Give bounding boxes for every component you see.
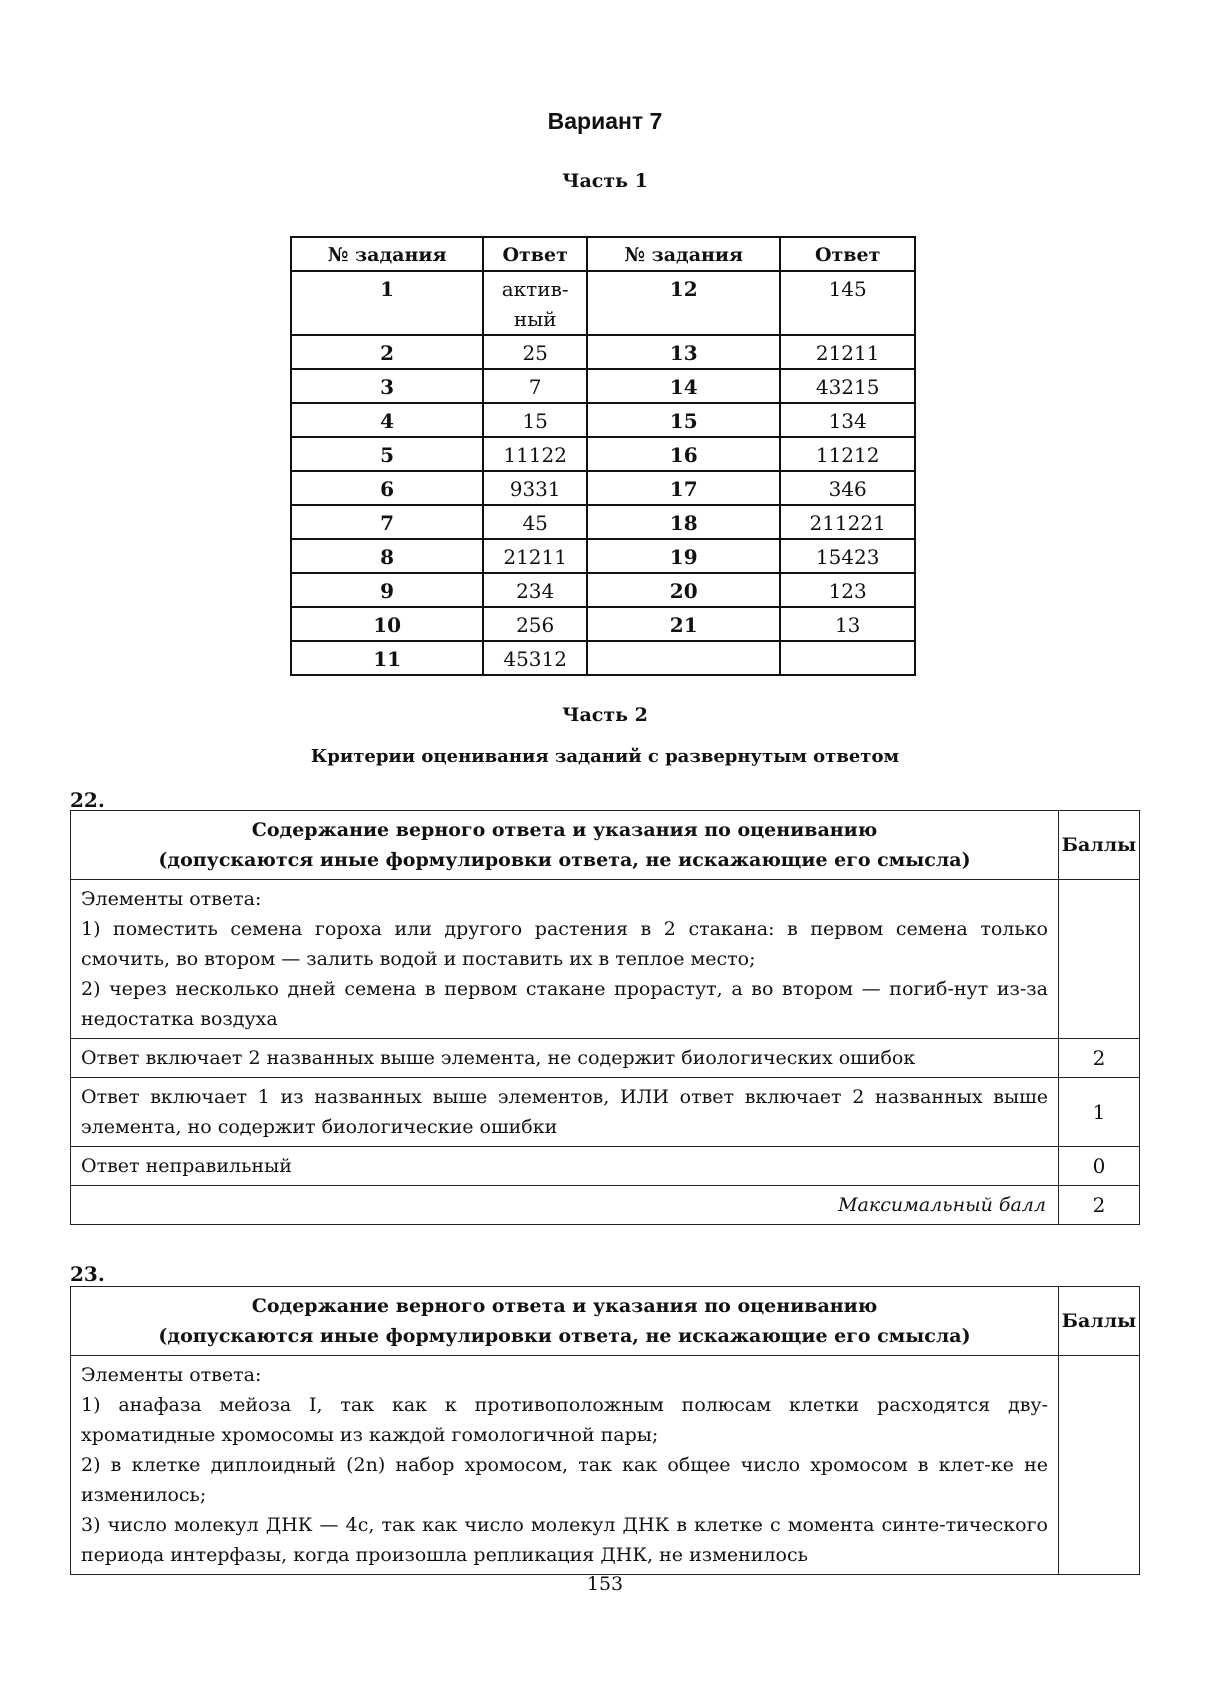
content-header-line: Содержание верного ответа и указания по оцениванию [251,1295,878,1317]
answer-cell: 123 [780,573,915,607]
answers-table-row [291,505,915,539]
criteria-row [71,1039,1140,1078]
column-header-answer: Ответ [483,237,587,271]
answer-cell: 45 [483,505,587,539]
part2-title: Часть 2 [562,704,648,726]
criteria-table-header [71,1287,1140,1356]
criteria-score: 2 [1059,1039,1140,1078]
answer-cell: 45312 [483,641,587,675]
task-number-cell: 11 [291,641,483,675]
answer-cell: 21211 [780,335,915,369]
answers-table-row [291,573,915,607]
task-number-cell: 21 [587,607,780,641]
answer-cell: 145 [780,271,915,335]
task-number-cell: 3 [291,369,483,403]
task-number-cell: 19 [587,539,780,573]
answer-elements-cell [71,880,1059,1039]
answer-element: 1) анафаза мейоза I, так как к противоположным полюсам клетки расходятся дву-хроматидные хромосомы из каждой гомологичной пары; [81,1394,1048,1446]
answer-cell: 11122 [483,437,587,471]
answers-table-header [291,237,915,271]
answer-element: 3) число молекул ДНК — 4с, так как число молекул ДНК в клетке с момента синте-тического периода интерфазы, когда произошла репликация ДНК, не изменилось [81,1514,1048,1566]
answer-elements-cell [71,1356,1059,1575]
max-score-label: Максимальный балл [71,1186,1059,1225]
answers-table-row [291,369,915,403]
answer-cell: 9331 [483,471,587,505]
task-number-cell: 12 [587,271,780,335]
column-header-task-number: № задания [587,237,780,271]
criteria-text: Ответ включает 2 названных выше элемента, не содержит биологических ошибок [71,1039,1059,1078]
task-number-cell: 6 [291,471,483,505]
answer-element: 2) в клетке диплоидный (2n) набор хромосом, так как общее число хромосом в клет-ке не изменилось; [81,1454,1048,1506]
column-header-answer: Ответ [780,237,915,271]
answer-element: 2) через несколько дней семена в первом стакане прорастут, а во втором — погиб-нут из-за недостатка воздуха [81,978,1048,1030]
answer-elements-row [71,880,1140,1039]
task23-criteria-table [70,1286,1140,1575]
task-number-cell: 1 [291,271,483,335]
answer-cell: 15423 [780,539,915,573]
task-number-cell: 7 [291,505,483,539]
empty-score-cell [1059,1356,1140,1575]
empty-score-cell [1059,880,1140,1039]
part1-title: Часть 1 [562,170,648,192]
answer-cell: 346 [780,471,915,505]
task-number-cell: 10 [291,607,483,641]
criteria-text: Ответ неправильный [71,1147,1059,1186]
task-number-cell: 14 [587,369,780,403]
content-column-header [71,1287,1059,1356]
elements-label: Элементы ответа: [81,888,262,910]
max-score-row [71,1186,1140,1225]
task-number-cell: 2 [291,335,483,369]
task-number-cell: 17 [587,471,780,505]
score-column-header: Баллы [1059,1287,1140,1356]
task22-criteria-table [70,810,1140,1225]
criteria-table-header [71,811,1140,880]
answers-table-row [291,539,915,573]
variant-title: Вариант 7 [547,108,663,134]
answers-table-row [291,437,915,471]
answer-cell: 211221 [780,505,915,539]
task-number-cell: 13 [587,335,780,369]
max-score-value: 2 [1059,1186,1140,1225]
criteria-text: Ответ включает 1 из названных выше элементов, ИЛИ ответ включает 2 названных выше элемента, но содержит биологические ошибки [71,1078,1059,1147]
content-header-line: (допускаются иные формулировки ответа, не искажающие его смысла) [158,1325,971,1347]
answer-cell: 13 [780,607,915,641]
answer-line: актив- [501,277,569,301]
criteria-subtitle: Критерии оценивания заданий с развернутым ответом [310,746,900,767]
answer-line: ный [513,307,557,331]
column-header-task-number: № задания [291,237,483,271]
task-number-cell [587,641,780,675]
answer-cell: 256 [483,607,587,641]
answer-cell: 15 [483,403,587,437]
task-number-cell: 9 [291,573,483,607]
task-number-cell: 18 [587,505,780,539]
criteria-score: 0 [1059,1147,1140,1186]
answer-cell [780,641,915,675]
criteria-score: 1 [1059,1078,1140,1147]
task-number-cell: 8 [291,539,483,573]
answer-cell: 7 [483,369,587,403]
answer-cell: 234 [483,573,587,607]
answer-cell: 134 [780,403,915,437]
answers-table-row [291,271,915,335]
answer-element: 1) поместить семена гороха или другого растения в 2 стакана: в первом семена только смочить, во втором — залить водой и поставить их в теплое место; [81,918,1048,970]
answer-cell [483,271,587,335]
elements-label: Элементы ответа: [81,1364,262,1386]
answers-table-row [291,335,915,369]
task-number-cell: 20 [587,573,780,607]
page-number: 153 [586,1573,624,1595]
answers-table-row [291,403,915,437]
score-column-header: Баллы [1059,811,1140,880]
answer-cell: 25 [483,335,587,369]
task-number-cell: 16 [587,437,780,471]
answer-cell: 11212 [780,437,915,471]
answer-cell: 43215 [780,369,915,403]
content-header-line: (допускаются иные формулировки ответа, не искажающие его смысла) [158,849,971,871]
criteria-row [71,1078,1140,1147]
task22-number: 22. [70,788,105,812]
task23-number: 23. [70,1262,105,1286]
answers-table-row [291,607,915,641]
task-number-cell: 5 [291,437,483,471]
content-column-header [71,811,1059,880]
criteria-row [71,1147,1140,1186]
task-number-cell: 15 [587,403,780,437]
answers-table [290,236,916,676]
task-number-cell: 4 [291,403,483,437]
answer-cell: 21211 [483,539,587,573]
answers-table-row [291,471,915,505]
answer-elements-row [71,1356,1140,1575]
content-header-line: Содержание верного ответа и указания по оцениванию [251,819,878,841]
answers-table-row [291,641,915,675]
